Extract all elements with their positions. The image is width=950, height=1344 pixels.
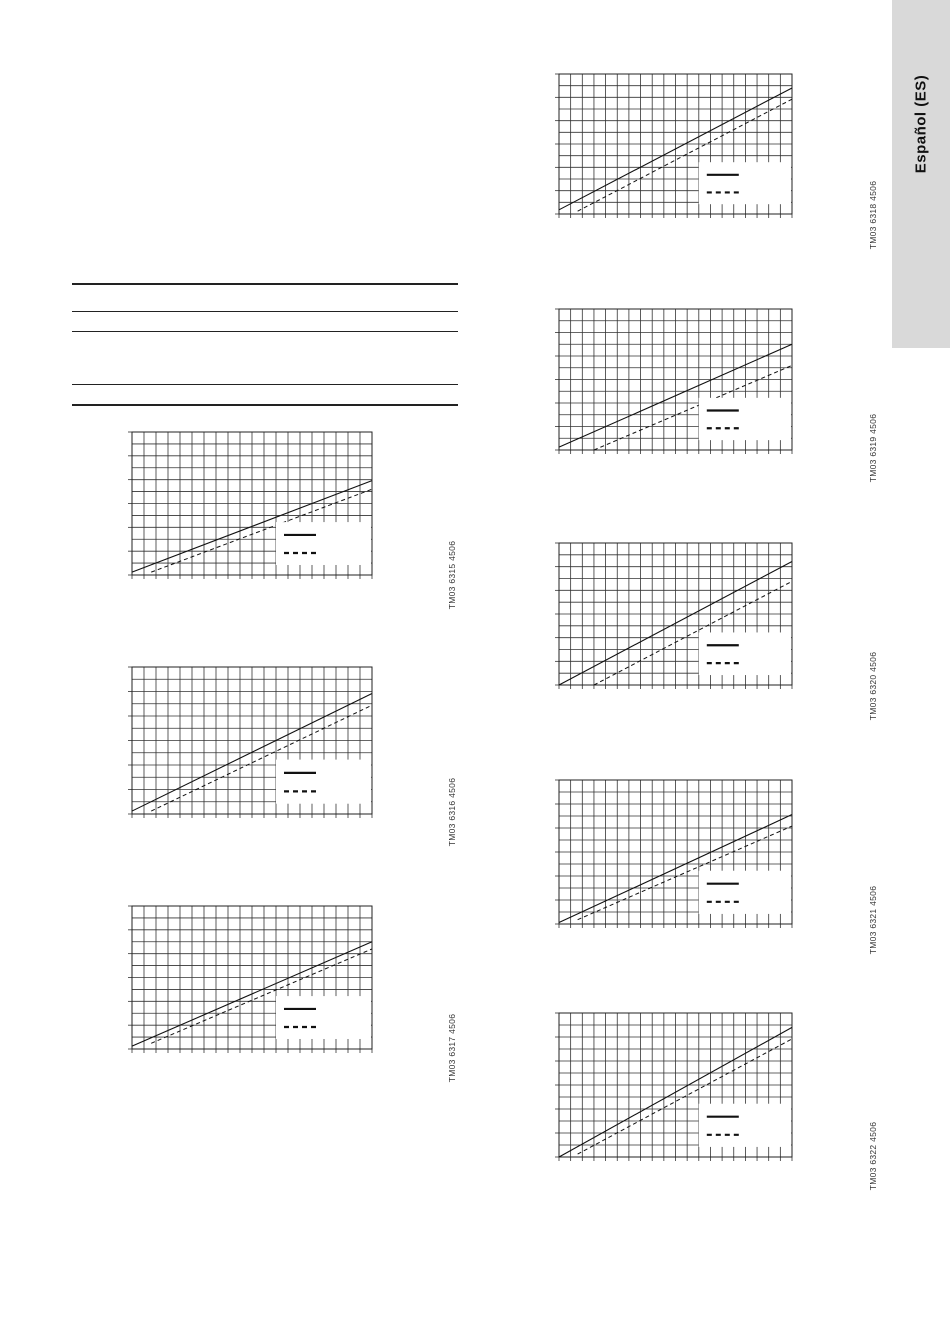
chart-code-label: TM03 6316 4506 [447, 777, 457, 847]
table-rule [72, 384, 458, 385]
chart-tm03-6319 [559, 309, 792, 450]
chart-code-label: TM03 6321 4506 [868, 885, 878, 955]
legend-box [276, 760, 371, 804]
chart-tm03-6317 [132, 906, 372, 1049]
chart-code-label: TM03 6315 4506 [447, 540, 457, 610]
chart-code-label: TM03 6318 4506 [868, 180, 878, 250]
chart-tm03-6322 [559, 1013, 792, 1157]
legend-box [699, 632, 791, 675]
legend-box [699, 398, 791, 440]
chart-tm03-6315 [132, 432, 372, 575]
chart-tm03-6320 [559, 543, 792, 685]
legend-box [699, 162, 791, 204]
chart-code-label: TM03 6320 4506 [868, 651, 878, 721]
legend-box [276, 522, 371, 565]
legend-box [699, 1104, 791, 1147]
language-tab [892, 0, 950, 348]
table-rule-bottom [72, 404, 458, 406]
chart-code-label: TM03 6322 4506 [868, 1121, 878, 1191]
table-rule [72, 311, 458, 312]
table-rule [72, 331, 458, 332]
chart-code-label: TM03 6319 4506 [868, 413, 878, 483]
chart-tm03-6318 [559, 74, 792, 214]
chart-code-label: TM03 6317 4506 [447, 1013, 457, 1083]
language-tab-label: Español (ES) [912, 74, 930, 174]
legend-box [276, 996, 371, 1039]
legend-box [699, 871, 791, 914]
chart-tm03-6316 [132, 667, 372, 814]
table-rule-top [72, 283, 458, 285]
chart-tm03-6321 [559, 780, 792, 924]
